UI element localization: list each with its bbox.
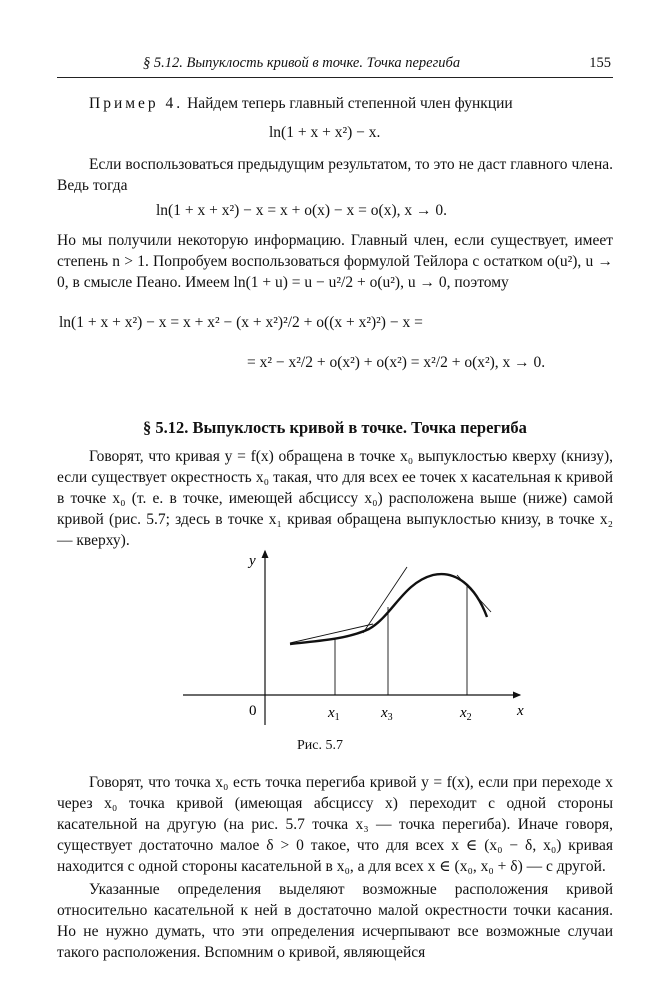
y-axis-label: y [249,553,256,569]
section-paragraph-2: Говорят, что точка x₀ есть точка перегиба кривой y = f(x), если при переходе x через x₀ точка кривой (имеющая абсциссу x) переходит с одной стороны касательной на другую (на рис. 5.7 точка x₃ — точка перегиба). Иначе говоря, существует достаточно малое δ > 0 такое, что для всех x ∈ (x₀ − δ, x₀) кривая находится с одной стороны касательной в x₀, а для всех x ∈ (x₀, x₀ + δ) — с другой. [57,774,613,875]
running-title: § 5.12. Выпуклость кривой в точке. Точка перегиба [143,55,461,71]
running-header [57,55,613,75]
page-number: 155 [589,55,611,71]
tick-x3-sub: 3 [387,712,393,723]
section-paragraph-1: Говорят, что кривая y = f(x) обращена в точке x₀ выпуклостью кверху (книзу), если существует окрестность x₀ такая, что для всех ее точек x касательная к кривой в точке x₀ (т. е. в точке, имеющей абсциссу x₀) расположена выше (ниже) самой кривой (рис. 5.7; здесь в точке x₁ кривая обращена выпуклостью книзу, в точке x₂ — кверху). [57,448,613,549]
tick-x1-sub: 1 [334,712,340,723]
section-title: § 5.12. Выпуклость кривой в точке. Точка перегиба [143,418,527,437]
formula-2: ln(1 + x + x²) − x = x + o(x) − x = o(x), x → 0. [156,202,447,219]
tick-x3 [380,705,393,723]
example-intro-text: Найдем теперь главный степенной член функции [187,95,513,112]
formula-3-line-2: = x² − x²/2 + o(x²) + o(x²) = x²/2 + o(x²), x → 0. [247,354,546,371]
header-rule [57,77,613,78]
tick-x2 [459,705,472,723]
function-formula: ln(1 + x + x²) − x. [269,124,381,141]
tick-x2-sub: 2 [466,712,472,723]
tick-x3-letter: x [381,705,388,721]
formula-3-line-1: ln(1 + x + x²) − x = x + x² − (x + x²)²/2 + o((x + x²)²) − x = [59,314,423,331]
example-remark-1: Если воспользоваться предыдущим результатом, то это не даст главного члена. Ведь тогда [57,156,613,194]
x-axis-label: x [517,703,524,719]
figure-convexity [175,545,535,730]
section-paragraph-3: Указанные определения выделяют возможные расположения кривой относительно касательной к ней в достаточно малой окрестности точки касания. Но не нужно думать, что эти определения исчерпывают все возможные случаи такого расположения. Вспомним о кривой, являющейся [57,881,613,961]
example-intro [57,93,613,114]
example-remark-2: Но мы получили некоторую информацию. Главный член, если существует, имеет степень n > 1. Попробуем воспользоваться формулой Тейлора с остатком o(u²), u → 0, в смысле Пеано. Имеем ln(1 + u) = u − u²/2 + o(u²), u → 0, поэтому [57,232,613,291]
tangent-x3 [363,567,407,633]
curve [290,574,487,644]
figure-caption: Рис. 5.7 [297,738,343,753]
tick-x1 [327,705,340,723]
tick-x2-letter: x [460,705,467,721]
book-page [57,0,613,1000]
tangent-x2 [457,575,491,612]
origin-label: 0 [249,703,257,719]
example-label: Пример 4. [89,95,184,112]
tick-x1-letter: x [328,705,335,721]
